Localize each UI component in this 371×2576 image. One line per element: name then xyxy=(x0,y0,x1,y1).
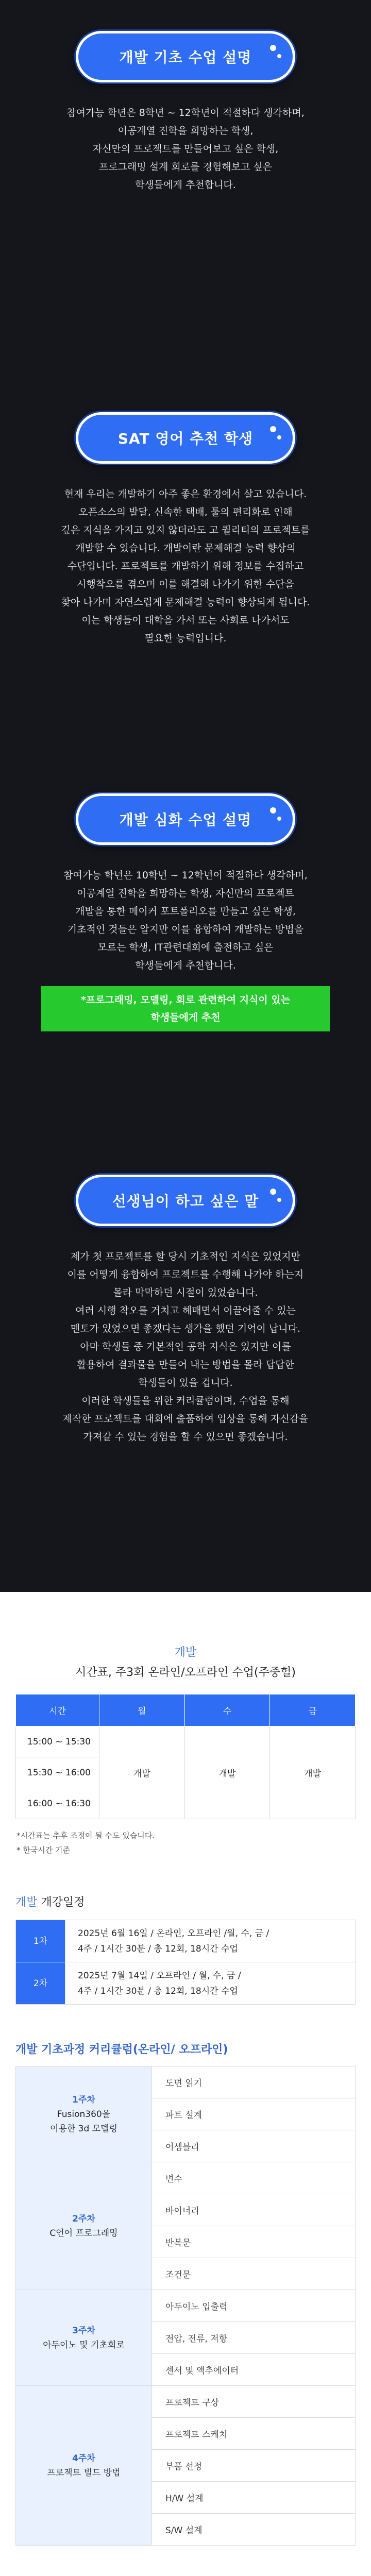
text-line: 오픈소스의 발달, 신속한 택배, 툴의 편리화로 인해 xyxy=(78,506,293,518)
schedule-heading-text: 개강일정 xyxy=(37,1896,85,1909)
text-line: 모르는 학생, IT관련대회에 출전하고 싶은 xyxy=(97,942,274,953)
detail-line: 2025년 6월 16일 / 온라인, 오프라인 /월, 수, 금 / xyxy=(78,1928,269,1939)
note-line: *시간표는 추후 조정이 될 수도 있습니다. xyxy=(16,1831,155,1840)
week-label: 2주차 xyxy=(72,2213,95,2224)
table-row xyxy=(16,2386,356,2418)
week-topic: 이용한 3d 모델링 xyxy=(50,2123,117,2134)
detail-line: 4주 / 1시간 30분 / 총 12회, 18시간 수업 xyxy=(78,1943,238,1954)
text-line: 참여가능 학년은 10학년 ~ 12학년이 적절하다 생각하며, xyxy=(63,870,308,881)
badge-title: 개발 기초 수업 설명 xyxy=(119,49,252,66)
week-label: 3주차 xyxy=(72,2325,95,2336)
text-line: 깊은 지식을 가지고 있지 않더라도 고 퀄리티의 프로젝트를 xyxy=(61,524,310,536)
text-line: 프로그래밍 설계 회로를 경험해보고 싶은 xyxy=(98,161,273,173)
text-line: 이공계열 진학을 희망하는 학생, 자신만의 프로젝트 xyxy=(77,888,294,899)
basic-curriculum-table xyxy=(15,2066,356,2546)
sparkle-icon xyxy=(277,1198,281,1202)
text-line: 제작한 프로젝트를 대회에 출품하여 입상을 통해 자신감을 xyxy=(62,1413,309,1425)
table-header-row xyxy=(16,1694,356,1726)
table-row xyxy=(16,2162,356,2194)
topic-cell: 센서 및 액추에이터 xyxy=(152,2354,356,2386)
text-line: 찾아 나가며 자연스럽게 문제해결 능력이 향상되게 됩니다. xyxy=(61,597,310,608)
sparkle-icon xyxy=(270,1189,276,1195)
topic-cell: 프로젝트 구상 xyxy=(152,2386,356,2418)
text-line: 가져갈 수 있는 경험을 할 수 있으면 좋겠습니다. xyxy=(83,1431,288,1443)
intro-paragraph xyxy=(0,867,371,975)
text-line: 이는 학생들이 대학을 가서 또는 사회로 나가서도 xyxy=(81,615,290,626)
week-cell xyxy=(16,2386,152,2546)
time-cell: 16:00 ~ 16:30 xyxy=(16,1788,99,1819)
week-topic: 아두이노 및 기초회로 xyxy=(43,2340,125,2350)
note-line: * 한국시간 기준 xyxy=(16,1845,70,1855)
table-row xyxy=(16,1726,356,1757)
topic-cell: 반복문 xyxy=(152,2226,356,2258)
text-line: 기초적인 것들은 알지만 이를 융합하여 개발하는 방법을 xyxy=(67,924,304,935)
column-header: 월 xyxy=(99,1694,185,1726)
sparkle-icon xyxy=(277,435,281,439)
text-line: 이를 어떻게 융합하여 프로젝트를 수행해 나가야 하는지 xyxy=(67,1269,304,1280)
week-cell xyxy=(16,2162,152,2290)
text-line: 학생들이 있을 겁니다. xyxy=(138,1377,233,1388)
sparkle-icon xyxy=(277,54,281,58)
text-line: 학생들에게 추천합니다. xyxy=(135,960,236,971)
round-detail xyxy=(65,1962,356,2005)
timetable-notes xyxy=(0,1819,371,1857)
advanced-curriculum-title xyxy=(0,2546,371,2576)
time-cell: 15:00 ~ 15:30 xyxy=(16,1726,99,1757)
text-line: 활용하여 결과물을 만들어 내는 방법을 몰라 답답한 xyxy=(77,1359,294,1370)
table-row xyxy=(16,2066,356,2098)
topic-cell: 어셈블리 xyxy=(152,2130,356,2162)
topic-cell: 아두이노 입출력 xyxy=(152,2290,356,2322)
highlight-line: *프로그래밍, 모델링, 회로 관련하여 지식이 있는 xyxy=(80,994,291,1006)
intro-block-advanced xyxy=(0,793,371,1175)
topic-cell: 전압, 전류, 저항 xyxy=(152,2322,356,2354)
text-line: 시행착오를 겪으며 이를 해결해 나가기 위한 수단을 xyxy=(77,579,294,590)
topic-cell: 파트 설계 xyxy=(152,2098,356,2130)
timetable-heading xyxy=(0,1643,371,1680)
subject-cell: 개발 xyxy=(184,1726,270,1819)
badge-title: 개발 심화 수업 설명 xyxy=(119,811,252,828)
column-header: 금 xyxy=(270,1694,356,1726)
week-cell xyxy=(16,2290,152,2386)
timetable-title: 시간표, 주3회 온라인/오프라인 수업(주중헐) xyxy=(75,1666,296,1679)
highlight-box xyxy=(41,986,330,1031)
schedule-table xyxy=(15,1920,356,2005)
title-badge xyxy=(76,412,295,464)
text-line: 이공계열 진학을 희망하는 학생, xyxy=(117,125,254,137)
intro-paragraph xyxy=(0,1248,371,1446)
topic-cell: 프로젝트 스케치 xyxy=(152,2418,356,2450)
topic-cell: 변수 xyxy=(152,2162,356,2194)
week-cell xyxy=(16,2066,152,2162)
subject-cell: 개발 xyxy=(99,1726,185,1819)
table-row xyxy=(16,2290,356,2322)
time-cell: 15:30 ~ 16:00 xyxy=(16,1757,99,1788)
topic-cell: 조건문 xyxy=(152,2258,356,2290)
round-label: 2차 xyxy=(16,1962,65,2005)
topic-cell: S/W 설계 xyxy=(152,2514,356,2546)
schedule-heading xyxy=(0,1857,371,1909)
intro-paragraph xyxy=(0,485,371,648)
column-header: 시간 xyxy=(16,1694,99,1726)
title-badge xyxy=(76,1175,295,1226)
schedule-heading-accent: 개발 xyxy=(15,1896,38,1909)
text-line: 이러한 학생들을 위한 커리큘럼이며, 수업을 통해 xyxy=(81,1395,290,1406)
intro-block-recommend xyxy=(0,412,371,793)
text-line: 필요한 능력입니다. xyxy=(144,633,227,644)
badge-title: SAT 영어 추천 학생 xyxy=(117,430,254,447)
text-line: 여러 시행 착오를 거치고 헤매면서 이끌어줄 수 있는 xyxy=(75,1305,296,1316)
info-section xyxy=(0,1592,371,2576)
text-line: 수단입니다. 프로젝트를 개발하기 위해 정보를 수집하고 xyxy=(67,561,304,572)
text-line: 참여가능 학년은 8학년 ~ 12학년이 적절하다 생각하며, xyxy=(66,107,305,118)
text-line: 아마 학생들 중 기본적인 공학 지식은 있지만 이를 xyxy=(80,1341,291,1352)
sparkle-icon xyxy=(270,807,276,814)
badge-title: 선생님이 하고 싶은 말 xyxy=(112,1193,259,1210)
text-line: 멘토가 있었으면 좋겠다는 생각을 했던 기억이 납니다. xyxy=(70,1323,301,1334)
round-detail xyxy=(65,1920,356,1962)
text-line: 개발할 수 있습니다. 개발이란 문제해결 능력 향상의 xyxy=(75,543,296,554)
week-topic: C언어 프로그래밍 xyxy=(49,2228,118,2239)
detail-line: 4주 / 1시간 30분 / 총 12회, 18시간 수업 xyxy=(78,1986,238,1996)
sparkle-icon xyxy=(277,817,281,821)
subject-cell: 개발 xyxy=(270,1726,356,1819)
topic-cell: 부품 선정 xyxy=(152,2450,356,2482)
column-header: 수 xyxy=(184,1694,270,1726)
timetable-subject: 개발 xyxy=(174,1646,197,1659)
topic-cell: 바이너리 xyxy=(152,2194,356,2226)
week-label: 4주차 xyxy=(72,2453,95,2464)
text-line: 자신만의 프로젝트를 만들어보고 싶은 학생, xyxy=(92,143,279,155)
timetable xyxy=(15,1694,356,1819)
detail-line: 2025년 7월 14일 / 오프라인 / 월, 수, 금 / xyxy=(78,1970,241,1981)
table-row xyxy=(16,1962,356,2005)
intro-block-basic xyxy=(0,31,371,412)
sparkle-icon xyxy=(270,426,276,432)
text-line: 제가 첫 프로젝트를 할 당시 기초적인 지식은 있었지만 xyxy=(70,1251,301,1262)
text-line: 현재 우리는 개발하기 아주 좋은 환경에서 살고 있습니다. xyxy=(64,488,307,500)
week-topic: Fusion360을 xyxy=(57,2109,111,2120)
highlight-line: 학생들에게 추천 xyxy=(150,1012,221,1023)
week-label: 1주차 xyxy=(72,2094,95,2105)
sparkle-icon xyxy=(270,45,276,51)
intro-paragraph xyxy=(0,104,371,194)
intro-block-teacher xyxy=(0,1175,371,1556)
round-label: 1차 xyxy=(16,1920,65,1962)
title-badge xyxy=(76,793,295,845)
topic-cell: H/W 설계 xyxy=(152,2482,356,2514)
text-line: 몰라 막막하던 시절이 있었습니다. xyxy=(113,1287,258,1298)
table-row xyxy=(16,1920,356,1962)
text-line: 학생들에게 추천합니다. xyxy=(135,179,236,191)
text-line: 개발을 통한 메이커 포트폴리오를 만들고 싶은 학생, xyxy=(75,906,296,917)
week-topic: 프로젝트 빌드 방법 xyxy=(47,2467,121,2478)
topic-cell: 도면 읽기 xyxy=(152,2066,356,2098)
title-badge xyxy=(76,31,295,82)
basic-curriculum-title: 개발 기초과정 커리큘럼(온라인/ 오프라인) xyxy=(15,2043,228,2056)
